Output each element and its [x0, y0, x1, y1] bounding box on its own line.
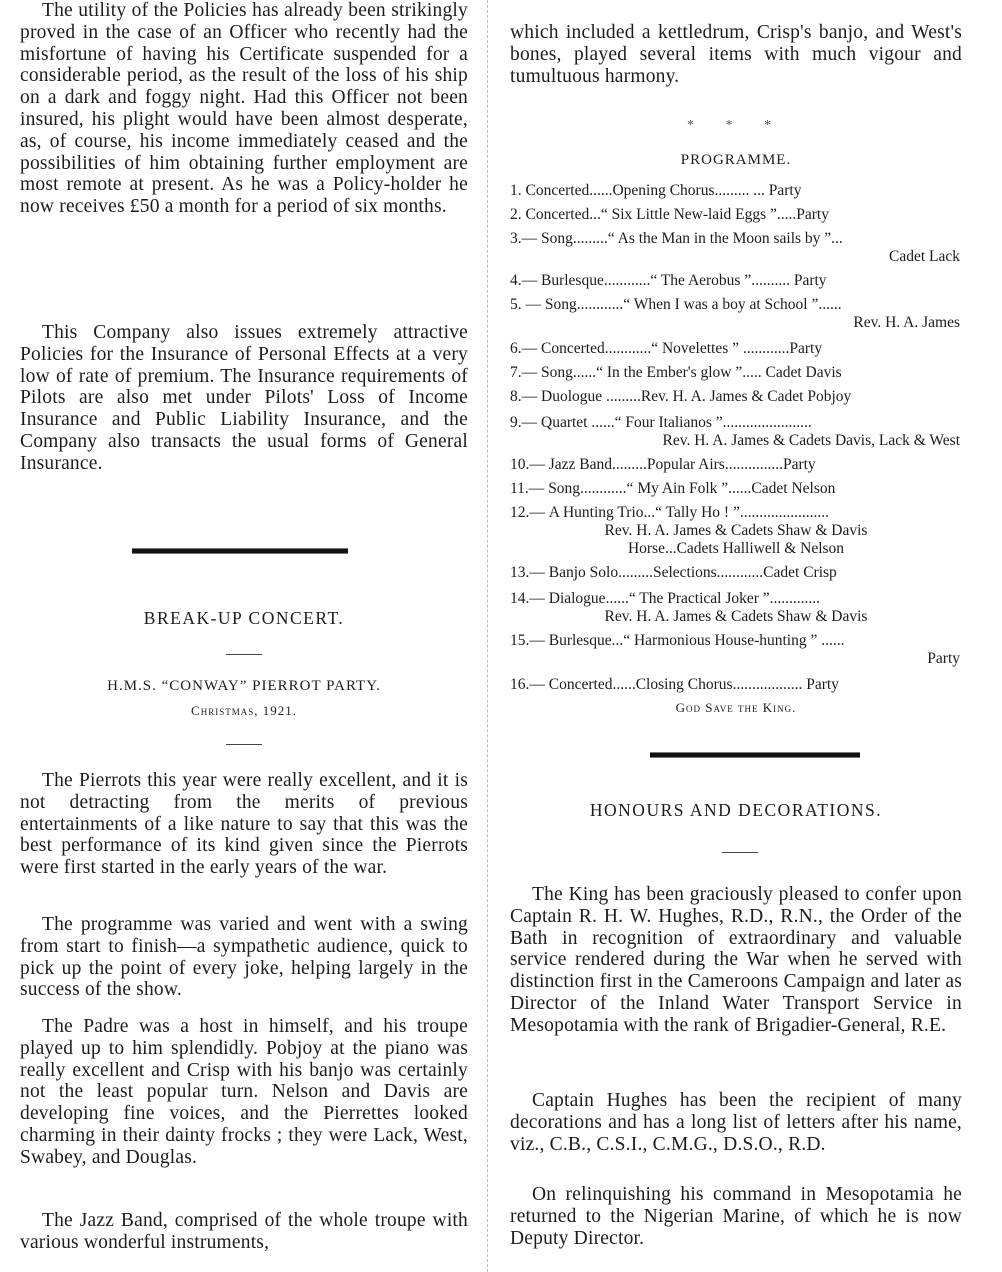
- programme-item: [510, 480, 962, 498]
- programme-heading: PROGRAMME.: [680, 152, 792, 168]
- section-stars: * * *: [687, 118, 785, 133]
- item-text: Concerted......Opening Chorus......... ... Party: [525, 182, 802, 199]
- honours-paragraph-2: Captain Hughes has been the recipient of many decorations and has a long list of letters after his name, viz., C.B., C.S.I., C.M.G., D.S.O., R.D.: [510, 1090, 962, 1155]
- item-performer: Horse...Cadets Halliwell & Nelson: [627, 540, 845, 557]
- item-number: 2.: [510, 206, 522, 223]
- programme-item: [510, 296, 962, 332]
- item-performer: Rev. H. A. James & Cadets Davis, Lack & West: [662, 432, 960, 449]
- item-performer: Cadet Lack: [888, 248, 960, 265]
- item-text: Concerted............“ Novelettes ” ............Party: [541, 340, 823, 357]
- item-number: 11.—: [510, 480, 545, 497]
- item-performer: Party: [927, 650, 960, 667]
- programme-item: [510, 230, 962, 266]
- concert-paragraph-1: The Pierrots this year were really excellent, and it is not detracting from the merits of previous entertainments of a like nature to say that this was the best performance of its kind given since the Pierrots were first started in the early years of the war.: [20, 770, 468, 879]
- item-text: Banjo Solo.........Selections............Cadet Crisp: [548, 564, 837, 581]
- item-number: 6.—: [510, 340, 538, 357]
- item-text: Song............“ My Ain Folk ”......Cadet Nelson: [548, 480, 836, 497]
- programme-item: [510, 564, 962, 582]
- heading-rule: [226, 654, 262, 655]
- insurance-paragraph-2: This Company also issues extremely attractive Policies for the Insurance of Personal Effects at a very low of rate of premium. The Insurance requirements of Pilots are also met under Pilots' Loss of Income Insurance and Public Liability Insurance, and the Company also transacts the usual forms of General Insurance.: [20, 322, 468, 474]
- item-number: 7.—: [510, 364, 538, 381]
- item-number: 13.—: [510, 564, 545, 581]
- programme-list: [510, 182, 962, 722]
- honours-heading: HONOURS AND DECORATIONS.: [589, 800, 883, 820]
- item-text: Burlesque...“ Harmonious House-hunting ” ......: [548, 632, 845, 649]
- item-performer: Rev. H. A. James: [853, 314, 960, 331]
- item-number: 14.—: [510, 590, 545, 607]
- item-number: 10.—: [510, 456, 545, 473]
- programme-item: [510, 590, 962, 626]
- concert-paragraph-2: The programme was varied and went with a swing from start to finish—a sympathetic audience, quick to pick up the point of every joke, helping largely in the success of the show.: [20, 914, 468, 1001]
- programme-item: [510, 206, 962, 224]
- honours-paragraph-3: On relinquishing his command in Mesopotamia he returned to the Nigerian Marine, of which he is now Deputy Director.: [510, 1184, 962, 1249]
- item-text: Quartet ......“ Four Italianos ”.......................: [541, 414, 812, 431]
- honours-paragraph-1: The King has been graciously pleased to confer upon Captain R. H. W. Hughes, R.D., R.N., the Order of the Bath in recognition of extraordinary and valuable service rendered during the War when he served with distinction first in the Cameroons Campaign and later as Director of the Inland Water Transport Service in Mesopotamia with the rank of Brigadier-General, R.E.: [510, 884, 962, 1036]
- item-text: Song............“ When I was a boy at School ”......: [544, 296, 842, 313]
- item-number: 12.—: [510, 504, 545, 521]
- item-text: Dialogue......“ The Practical Joker ”.............: [548, 590, 821, 607]
- section-divider-bar: [650, 752, 860, 758]
- item-number: 3.—: [510, 230, 538, 247]
- item-number: 5. —: [510, 296, 541, 313]
- item-performer: Rev. H. A. James & Cadets Shaw & Davis: [604, 522, 868, 539]
- insurance-paragraph-1: The utility of the Policies has already been strikingly proved in the case of an Officer who recently had the misfortune of having his Certificate suspended for a considerable period, as the result of the loss of his ship on a dark and foggy night. Had this Officer not been insured, his plight would have been almost desperate, as, of course, his income immediately ceased and the possibilities of him obtaining further employment are most remote at present. As he was a Policy-holder he now receives £50 a month for a period of six months.: [20, 0, 468, 218]
- item-number: 9.—: [510, 414, 538, 431]
- programme-item: [510, 632, 962, 668]
- item-text: Burlesque............“ The Aerobus ”.......... Party: [541, 272, 827, 289]
- subheading-rule: [226, 744, 262, 745]
- programme-item: [510, 182, 962, 200]
- item-text: Duologue .........Rev. H. A. James & Cadet Pobjoy: [541, 388, 852, 405]
- god-save-the-king: God Save the King.: [675, 700, 797, 715]
- concert-paragraph-3: The Padre was a host in himself, and his troupe played up to him splendidly. Pobjoy at the piano was really excellent and Crisp with his banjo was certainly not the least popular turn. Nelson and Davis are developing fine voices, and the Pierrettes looked charming in their dainty frocks ; they were Lack, West, Swabey, and Douglas.: [20, 1016, 468, 1168]
- item-text: Song......“ In the Ember's glow ”..... Cadet Davis: [541, 364, 842, 381]
- section-divider-bar: [132, 548, 348, 554]
- item-number: 4.—: [510, 272, 538, 289]
- item-text: Jazz Band.........Popular Airs...............Party: [548, 456, 816, 473]
- item-text: Song.........“ As the Man in the Moon sails by ”...: [541, 230, 843, 247]
- concert-date: Christmas, 1921.: [191, 703, 297, 718]
- programme-item: [510, 676, 962, 694]
- item-number: 1.: [510, 182, 522, 199]
- programme-item: [510, 340, 962, 358]
- concert-heading: BREAK-UP CONCERT.: [143, 608, 345, 628]
- concert-paragraph-4: The Jazz Band, comprised of the whole troupe with various wonderful instruments,: [20, 1210, 468, 1253]
- continued-paragraph: which included a kettledrum, Crisp's banjo, and West's bones, played several items with much vigour and tumultuous harmony.: [510, 22, 962, 87]
- item-text: A Hunting Trio...“ Tally Ho ! ”.......................: [548, 504, 829, 521]
- programme-item: [510, 504, 962, 558]
- programme-item: [510, 272, 962, 290]
- programme-item: [510, 364, 962, 382]
- programme-item: [510, 388, 962, 406]
- heading-rule: [722, 852, 758, 853]
- item-performer: Rev. H. A. James & Cadets Shaw & Davis: [604, 608, 868, 625]
- column-divider: [487, 0, 488, 1272]
- item-number: 8.—: [510, 388, 538, 405]
- item-number: 15.—: [510, 632, 545, 649]
- concert-subheading: H.M.S. “CONWAY” PIERROT PARTY.: [107, 678, 381, 694]
- programme-item: [510, 414, 962, 450]
- item-text: Concerted......Closing Chorus.................. Party: [548, 676, 839, 693]
- programme-item: [510, 456, 962, 474]
- item-number: 16.—: [510, 676, 545, 693]
- item-text: Concerted...“ Six Little New-laid Eggs ”.....Party: [525, 206, 829, 223]
